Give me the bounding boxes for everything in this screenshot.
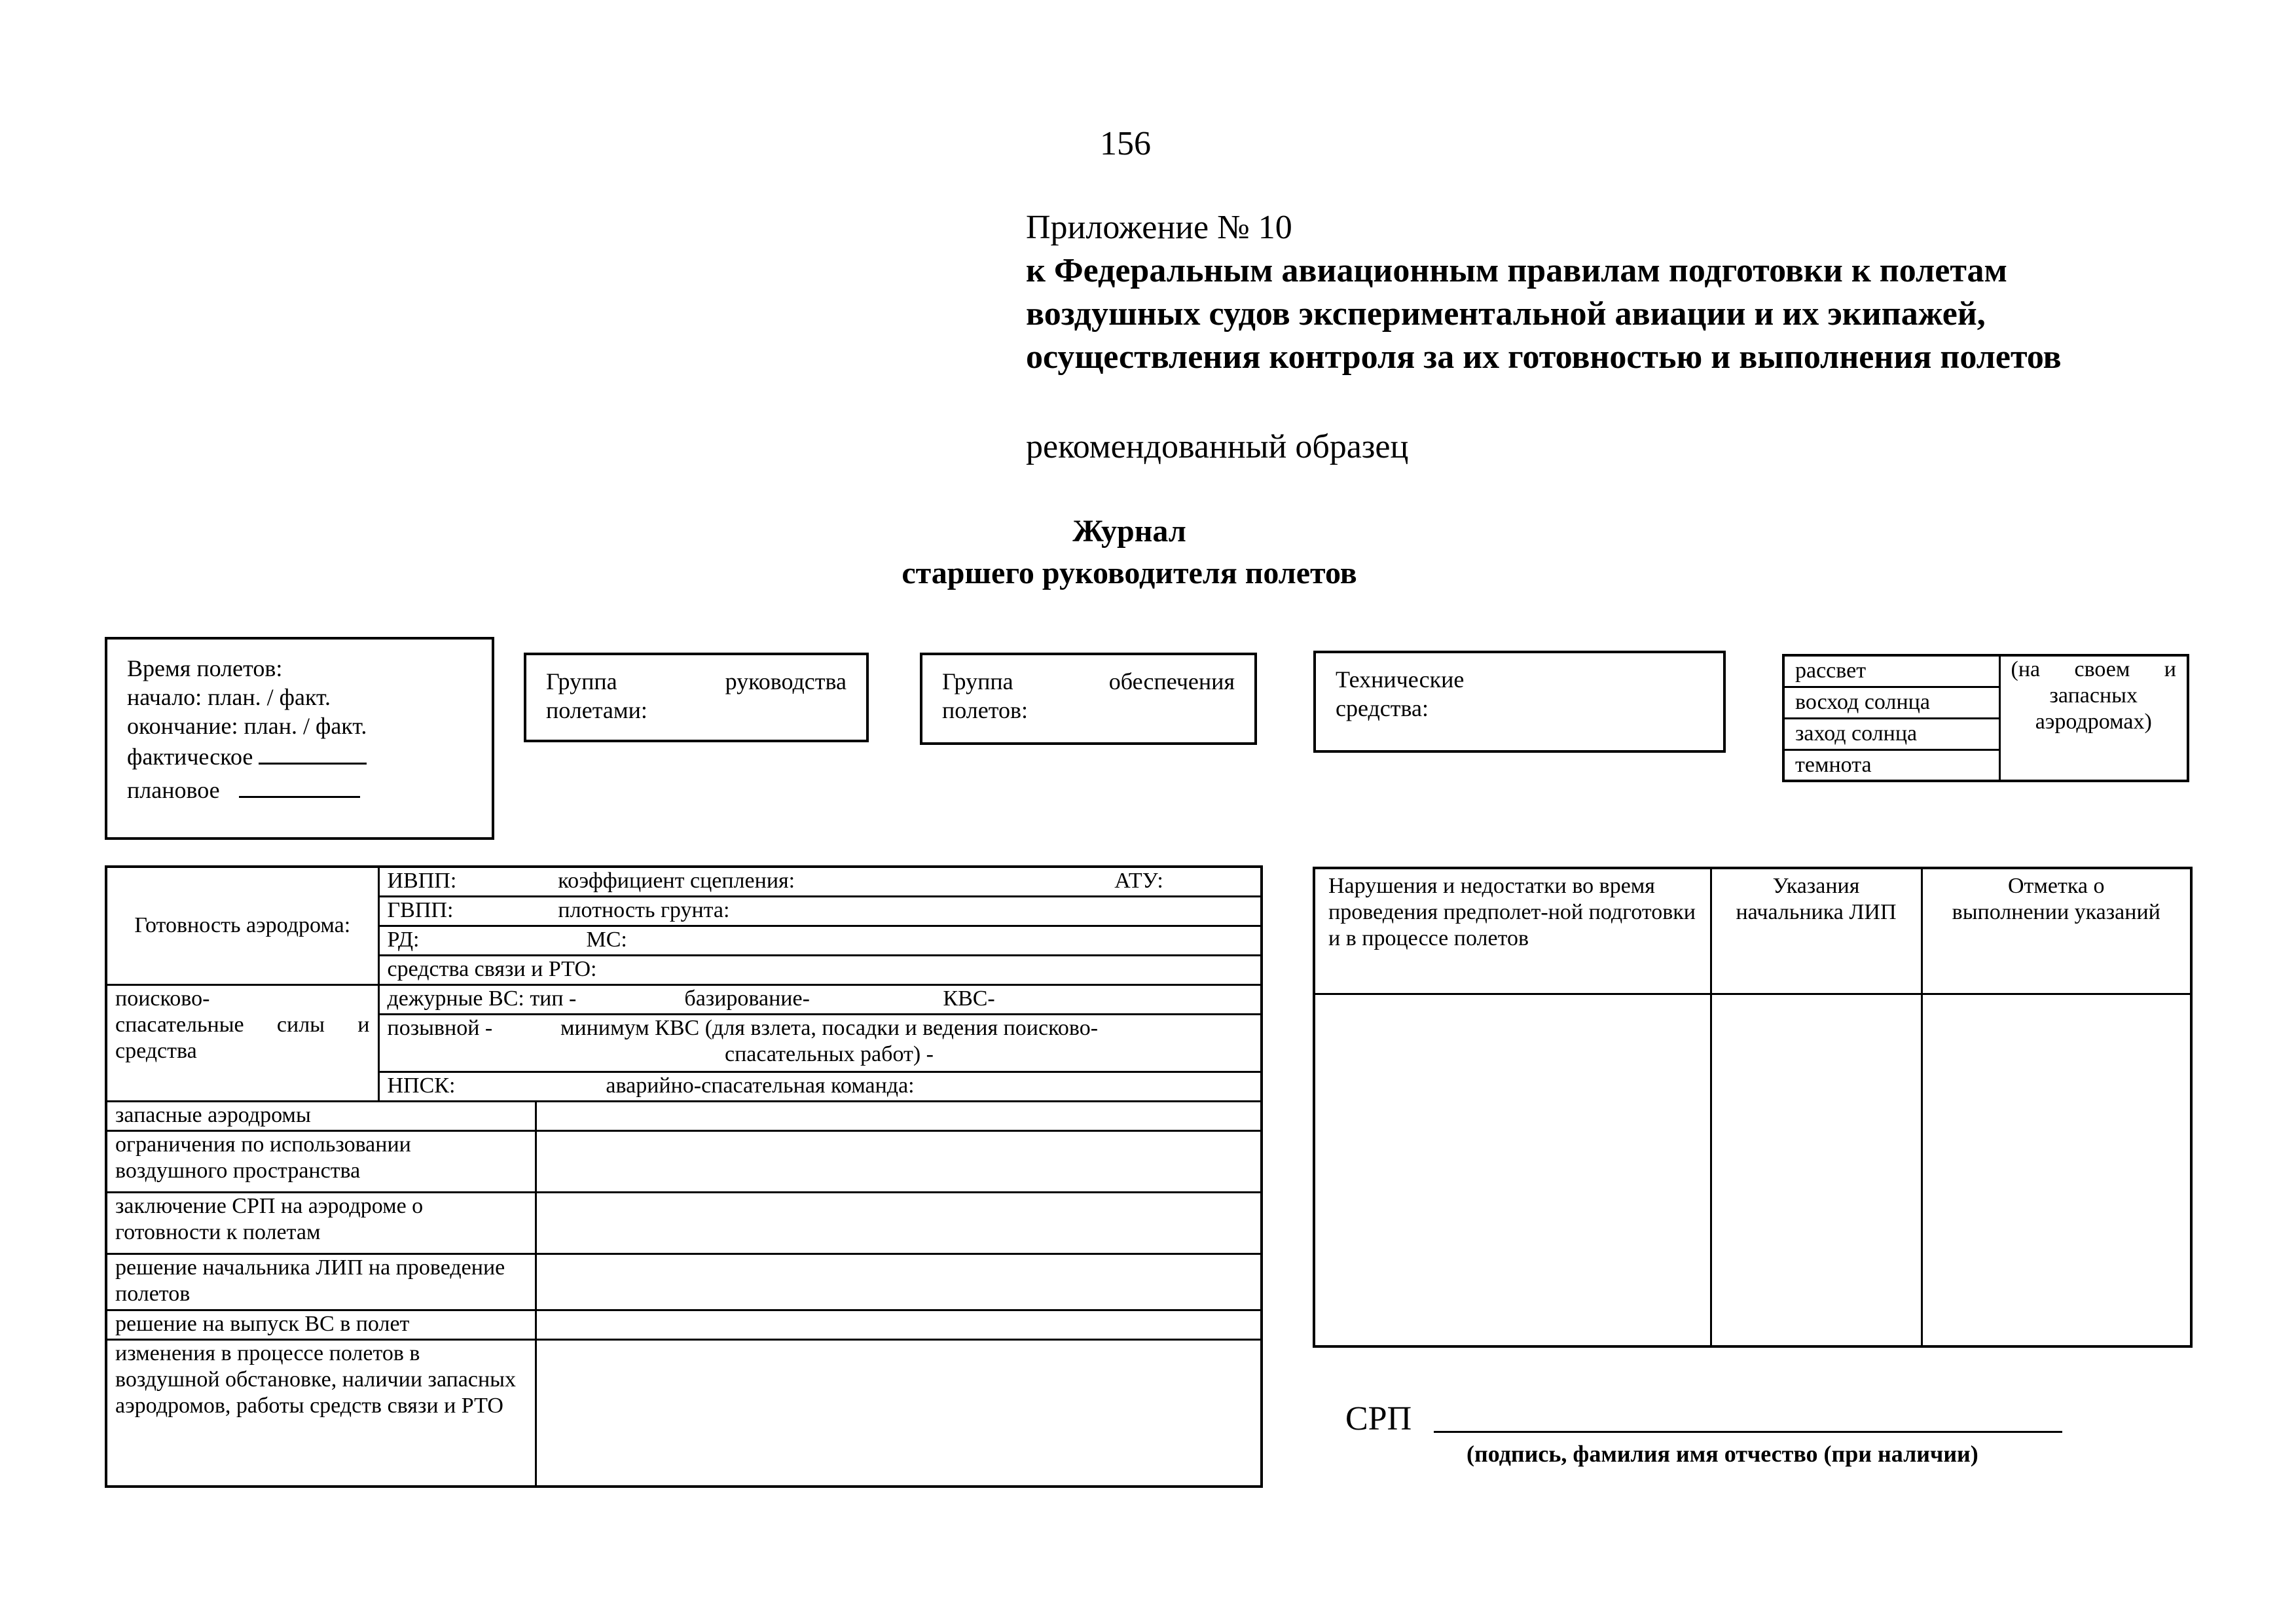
- flight-time-actual: фактическое: [127, 740, 472, 771]
- callsign-row: позывной - минимум КВС (для взлета, посадки и ведения поисково- спасательных работ) -: [378, 1014, 1262, 1072]
- appendix-header: [1026, 206, 2162, 379]
- flight-support-group-box: [920, 653, 1257, 745]
- daylight-note-line2: запасных: [2049, 683, 2138, 708]
- actual-blank[interactable]: [259, 740, 367, 765]
- daylight-note-line1: (на своем и: [2011, 657, 2176, 681]
- sar-forces-label: поисково- спасательные силы и средства: [106, 984, 378, 1101]
- daylight-note-line3: аэродромах): [2035, 710, 2152, 734]
- duty-aircraft-row: дежурные ВС: тип - базирование- КВС-: [378, 984, 1262, 1014]
- appendix-basis-line: осуществления контроля за их готовностью и выполнения полетов: [1026, 338, 2062, 376]
- spare-aerodromes-label: запасные аэродромы: [106, 1101, 536, 1130]
- daylight-table: [1782, 654, 2189, 782]
- daylight-row: восход солнца: [1783, 687, 1999, 718]
- srp-signature-line[interactable]: [1434, 1431, 2062, 1433]
- document-title-line2: старшего руководителя полетов: [902, 556, 1357, 590]
- appendix-basis-line: воздушных судов экспериментальной авиации и их экипажей,: [1026, 295, 1986, 333]
- flight-control-group-line1: Группа руководства: [546, 668, 847, 695]
- flight-support-group-line2: полетов:: [942, 697, 1028, 723]
- page-number: 156: [1100, 125, 1151, 162]
- flight-time-box: [105, 637, 494, 840]
- flight-changes-label: изменения в процессе полетов в воздушной обстановке, наличии запасных аэродромов, работы средств связи и РТО: [106, 1339, 536, 1487]
- appendix-title: Приложение № 10: [1026, 209, 1292, 246]
- daylight-row: рассвет: [1783, 655, 1999, 687]
- gvpp-row: ГВПП: плотность грунта:: [378, 896, 1262, 926]
- document-title: [818, 511, 1440, 594]
- daylight-row: заход солнца: [1783, 718, 1999, 749]
- srp-conclusion-label: заключение СРП на аэродроме о готовности к полетам: [106, 1192, 536, 1254]
- flight-time-planned: плановое: [127, 774, 472, 804]
- npsk-row: НПСК: аварийно-спасательная команда:: [378, 1072, 1262, 1101]
- flight-time-title: Время полетов:: [127, 655, 283, 681]
- lip-decision-value[interactable]: [536, 1254, 1262, 1310]
- violations-cell[interactable]: [1314, 994, 1711, 1346]
- document-title-line1: Журнал: [1072, 514, 1186, 549]
- flight-control-group-line2: полетами:: [546, 697, 647, 723]
- daylight-row: темнота: [1783, 749, 1999, 781]
- sample-note: рекомендованный образец: [1026, 428, 1409, 465]
- srp-signature-caption: (подпись, фамилия имя отчество (при наличии): [1467, 1441, 1978, 1467]
- lip-instructions-header: Указания начальника ЛИП: [1711, 868, 1922, 994]
- flight-changes-value[interactable]: [536, 1339, 1262, 1487]
- technical-means-box: [1313, 651, 1726, 753]
- spare-aerodromes-value[interactable]: [536, 1101, 1262, 1130]
- flight-time-start: начало: план. / факт.: [127, 684, 331, 710]
- lip-instructions-cell[interactable]: [1711, 994, 1922, 1346]
- planned-blank[interactable]: [239, 774, 360, 798]
- rd-row: РД: МС:: [378, 926, 1262, 955]
- srp-conclusion-value[interactable]: [536, 1192, 1262, 1254]
- comms-row: средства связи и РТО:: [378, 955, 1262, 984]
- daylight-note: [1999, 655, 2188, 781]
- violations-table: [1313, 867, 2193, 1348]
- airspace-restrictions-value[interactable]: [536, 1130, 1262, 1192]
- aerodrome-readiness-label: Готовность аэродрома:: [106, 867, 378, 984]
- aircraft-release-label: решение на выпуск ВС в полет: [106, 1310, 536, 1339]
- appendix-basis-line: к Федеральным авиационным правилам подготовки к полетам: [1026, 252, 2007, 289]
- execution-mark-cell[interactable]: [1922, 994, 2191, 1346]
- ivpp-row: ИВПП: коэффициент сцепления: АТУ:: [378, 867, 1262, 896]
- flight-control-group-box: [524, 653, 869, 742]
- lip-decision-label: решение начальника ЛИП на проведение полетов: [106, 1254, 536, 1310]
- technical-means-line2: средства:: [1336, 695, 1429, 721]
- execution-mark-header: Отметка о выполнении указаний: [1922, 868, 2191, 994]
- aircraft-release-value[interactable]: [536, 1310, 1262, 1339]
- aerodrome-readiness-table: [105, 865, 1263, 1488]
- technical-means-line1: Технические: [1336, 666, 1465, 693]
- flight-time-end: окончание: план. / факт.: [127, 713, 367, 739]
- airspace-restrictions-label: ограничения по использовании воздушного пространства: [106, 1130, 536, 1192]
- violations-header: Нарушения и недостатки во время проведения предполет-ной подготовки и в процессе полетов: [1314, 868, 1711, 994]
- srp-signature-label: СРП: [1345, 1400, 1412, 1437]
- flight-support-group-line1: Группа обеспечения: [942, 668, 1235, 695]
